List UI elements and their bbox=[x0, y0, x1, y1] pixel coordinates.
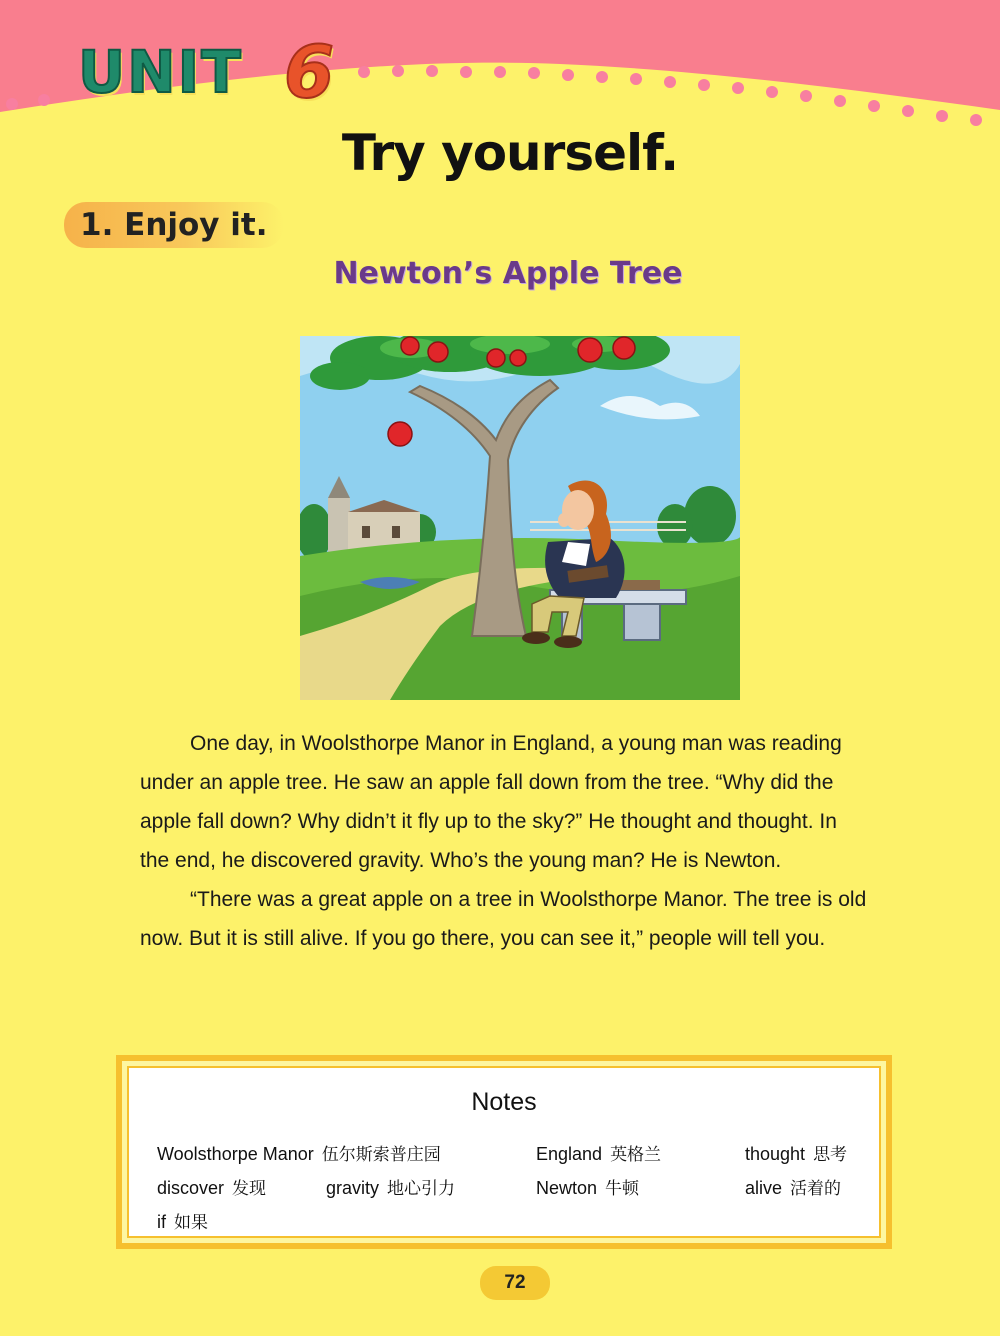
note-word: if bbox=[157, 1212, 166, 1232]
note-word: discover bbox=[157, 1178, 225, 1198]
unit-label: UNIT bbox=[78, 38, 243, 106]
story-paragraph-1: One day, in Woolsthorpe Manor in England, a young man was reading under an apple tree. He saw an apple fall down from the tree. “Why did the apple fall down? Why didn’t it fly up to the sky?” He thought and thought. In the end, he discovered gravity. Who’s the young man? He is Newton. bbox=[140, 732, 842, 872]
note-translation: 思考 bbox=[813, 1145, 848, 1165]
note-word: Newton bbox=[536, 1178, 598, 1198]
newton-illustration bbox=[300, 336, 740, 700]
note-translation: 发现 bbox=[232, 1179, 267, 1199]
notes-inner bbox=[127, 1066, 881, 1238]
section-label-pill bbox=[64, 202, 284, 248]
page-number: 72 bbox=[480, 1266, 550, 1300]
story-title: Newton’s Apple Tree bbox=[333, 256, 683, 291]
note-translation: 英格兰 bbox=[610, 1145, 662, 1165]
falling-apple bbox=[388, 422, 412, 446]
story-text bbox=[140, 724, 870, 958]
note-item bbox=[745, 1174, 841, 1199]
note-word: Woolsthorpe Manor bbox=[157, 1144, 314, 1164]
section-label: 1. Enjoy it. bbox=[80, 207, 268, 243]
note-translation: 牛顿 bbox=[605, 1179, 640, 1199]
note-item bbox=[157, 1140, 441, 1165]
notes-box bbox=[116, 1055, 892, 1249]
story-paragraph-2: “There was a great apple on a tree in Woolsthorpe Manor. The tree is old now. But it is still alive. If you go there, you can see it,” people will tell you. bbox=[140, 888, 867, 950]
note-translation: 地心引力 bbox=[387, 1179, 456, 1199]
note-translation: 活着的 bbox=[790, 1179, 842, 1199]
note-word: gravity bbox=[326, 1178, 380, 1198]
note-word: thought bbox=[745, 1144, 806, 1164]
note-item bbox=[157, 1208, 208, 1233]
note-item bbox=[326, 1174, 455, 1199]
note-word: England bbox=[536, 1144, 603, 1164]
note-item bbox=[157, 1174, 266, 1199]
note-item bbox=[536, 1140, 661, 1165]
unit-number: 6 bbox=[284, 30, 335, 114]
note-translation: 伍尔斯索普庄园 bbox=[321, 1145, 441, 1165]
page-title: Try yourself. bbox=[341, 124, 679, 182]
note-translation: 如果 bbox=[174, 1213, 208, 1233]
note-item bbox=[745, 1140, 847, 1165]
note-word: alive bbox=[745, 1178, 783, 1198]
notes-title: Notes bbox=[471, 1088, 537, 1116]
note-item bbox=[536, 1174, 639, 1199]
